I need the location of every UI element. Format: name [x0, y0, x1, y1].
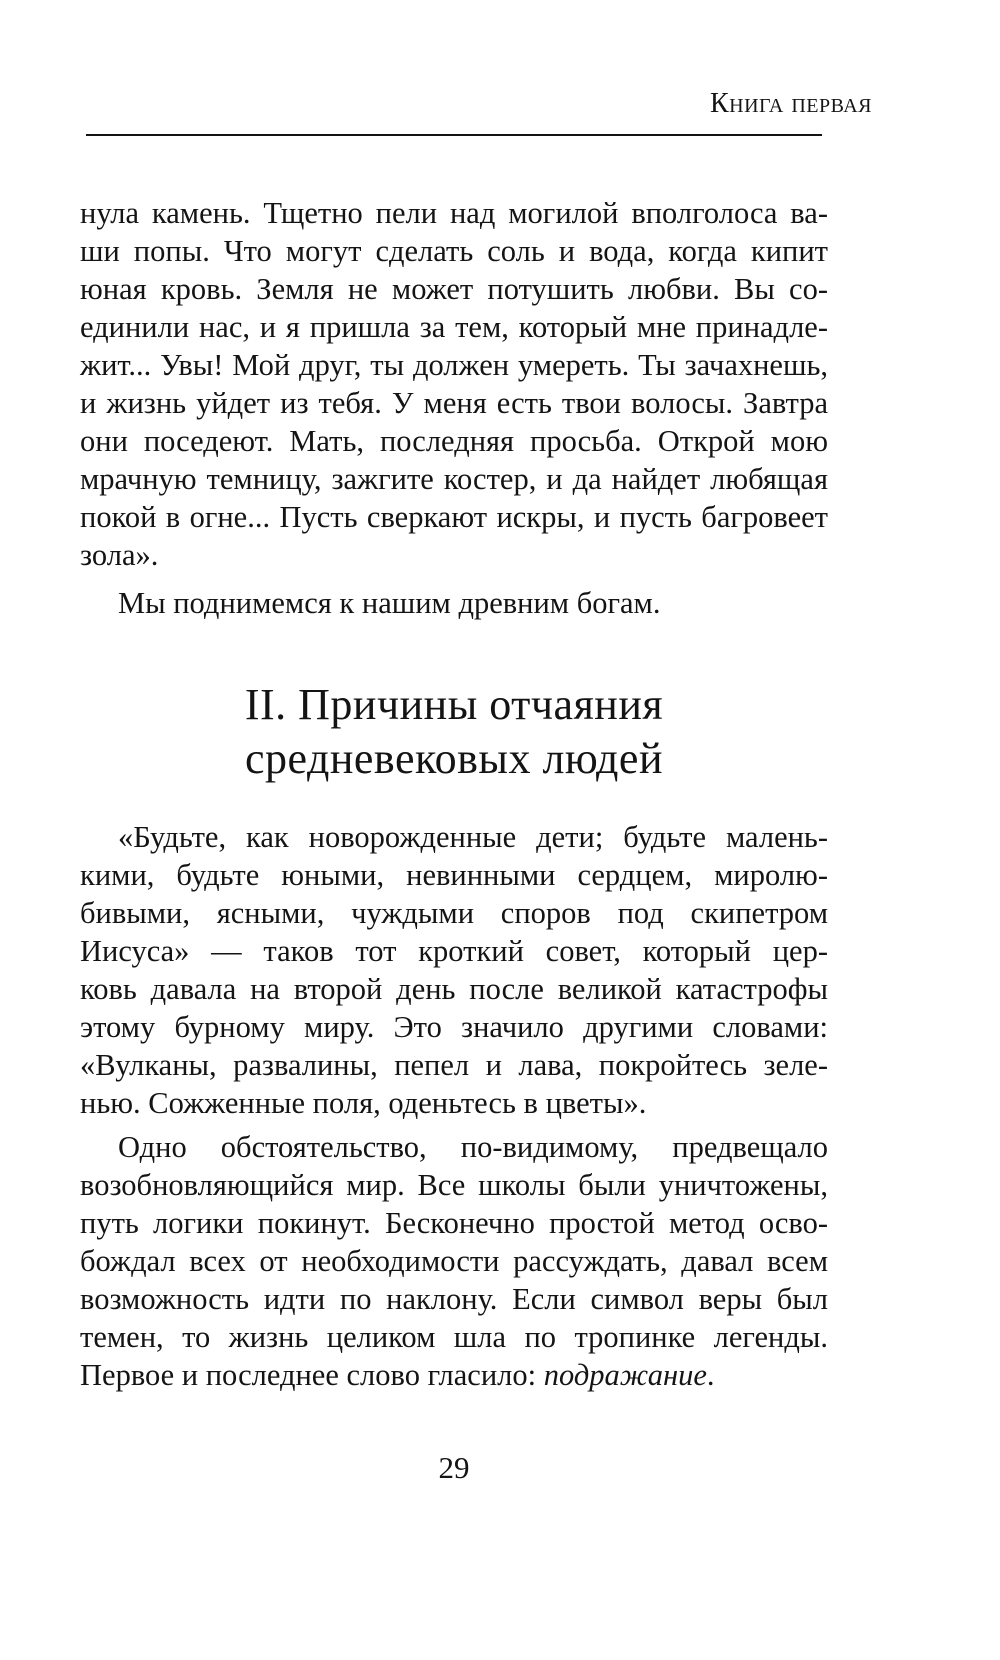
- text-line: Одно обстоятельство, по-видимому, предвещало: [118, 1130, 828, 1164]
- text-line-final: [80, 1356, 828, 1394]
- header-rule: [86, 134, 822, 136]
- paragraph-4: [80, 1128, 828, 1394]
- text-line: жит... Увы! Мой друг, ты должен умереть. Ты зачахнешь,: [80, 348, 828, 382]
- text-line: этому бурному миру. Это значило другими словами:: [80, 1010, 828, 1044]
- text-line: Иисуса» — таков тот кроткий совет, который цер-: [80, 934, 828, 968]
- text-line: и жизнь уйдет из тебя. У меня есть твои волосы. Завтра: [80, 386, 828, 420]
- paragraph-2: [80, 584, 828, 622]
- text-line: «Будьте, как новорожденные дети; будьте малень-: [118, 820, 828, 854]
- text-line: зола».: [80, 538, 159, 572]
- text-line: возможность идти по наклону. Если символ веры был: [80, 1282, 828, 1316]
- text-line: «Вулканы, развалины, пепел и лава, покройтесь зеле-: [80, 1048, 828, 1082]
- text-line: возобновляющийся мир. Все школы были уничтожены,: [80, 1168, 828, 1202]
- text-line: путь логики покинут. Бесконечно простой метод осво-: [80, 1206, 828, 1240]
- text-line: бивыми, ясными, чуждыми споров под скипетром: [80, 896, 828, 930]
- text-line: бождал всех от необходимости рассуждать, давал всем: [80, 1244, 828, 1278]
- text-line: ши попы. Что могут сделать соль и вода, когда кипит: [80, 234, 828, 268]
- paragraph-1: [80, 194, 828, 574]
- text-line: нула камень. Тщетно пели над могилой вполголоса ва-: [80, 196, 828, 230]
- text-line: мрачную темницу, зажгите костер, и да найдет любящая: [80, 462, 828, 496]
- running-head: [710, 88, 872, 120]
- emphasized-word: подражание: [543, 1358, 707, 1392]
- final-line-end: .: [706, 1358, 715, 1392]
- running-head-text: Книга первая: [709, 88, 872, 119]
- page-number: 29: [438, 1450, 470, 1485]
- text-line: темен, то жизнь целиком шла по тропинке легенды.: [80, 1320, 828, 1354]
- chapter-title-line-1: II. Причины отчаяния: [244, 680, 664, 729]
- chapter-title: [80, 678, 828, 786]
- text-line: кими, будьте юными, невинными сердцем, миролю-: [80, 858, 828, 892]
- text-line: ковь давала на второй день после великой катастрофы: [80, 972, 828, 1006]
- text-line: Мы поднимемся к нашим древним богам.: [118, 586, 661, 620]
- final-line-text: Первое и последнее слово гласило:: [80, 1358, 544, 1392]
- text-line: юная кровь. Земля не может потушить любви. Вы со-: [80, 272, 828, 306]
- text-line: единили нас, и я пришла за тем, который мне принадле-: [80, 310, 828, 344]
- text-line: нью. Сожженные поля, оденьтесь в цветы».: [80, 1086, 647, 1120]
- chapter-title-line-2: средневековых людей: [244, 734, 664, 783]
- paragraph-3: [80, 818, 828, 1122]
- text-line: покой в огне... Пусть сверкают искры, и пусть багровеет: [80, 500, 828, 534]
- text-line: они поседеют. Мать, последняя просьба. Открой мою: [80, 424, 828, 458]
